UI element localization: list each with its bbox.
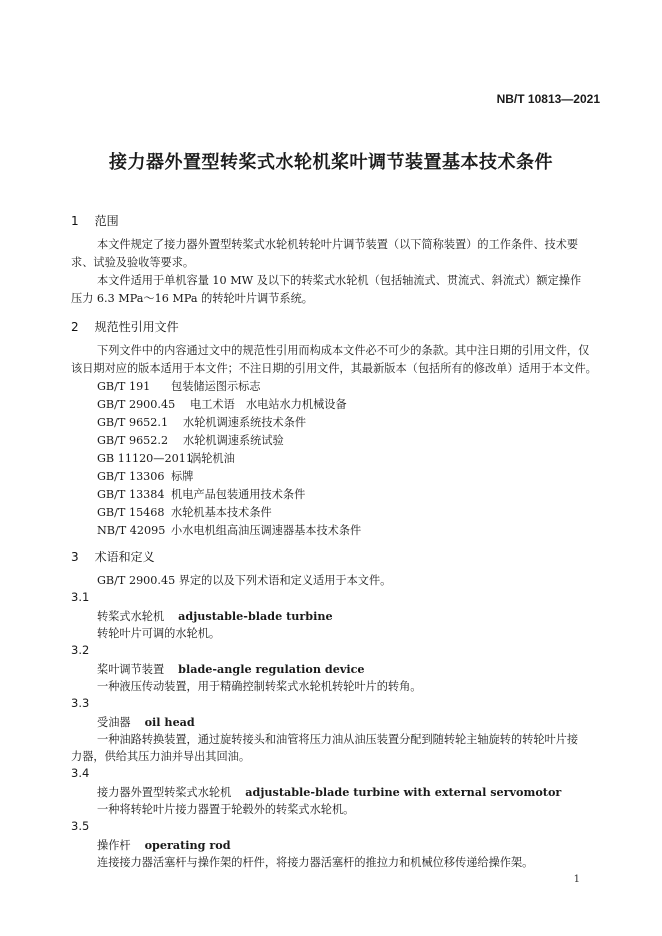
reference-name: 包装储运图示标志 [171, 380, 261, 393]
term-number: 3.4 [71, 766, 90, 780]
term-chinese: 操作杆 [97, 839, 131, 852]
term-definition-line-2: 力器，供给其压力油并导出其回油。 [71, 750, 251, 763]
reference-name: 涡轮机油 [190, 452, 235, 465]
reference-code: GB/T 9652.1 [97, 416, 169, 429]
term-definition: 转轮叶片可调的水轮机。 [97, 627, 221, 640]
section-number: 2 [71, 320, 79, 334]
reference-item [97, 504, 272, 520]
reference-code: GB/T 2900.45 [97, 398, 176, 411]
section-title: 术语和定义 [94, 550, 155, 564]
refs-intro-line-2: 该日期对应的版本适用于本文件；不注日期的引用文件，其最新版本（包括所有的修改单）适用于本文件。 [71, 362, 597, 375]
term-number: 3.3 [71, 696, 90, 710]
reference-name: 标牌 [171, 470, 194, 483]
reference-code: GB/T 13384 [97, 488, 165, 501]
reference-name: 水轮机调速系统技术条件 [183, 416, 307, 429]
reference-name: 小水电机组高油压调速器基本技术条件 [171, 524, 362, 537]
term-english: blade-angle regulation device [178, 662, 365, 676]
term-chinese: 转桨式水轮机 [97, 610, 165, 623]
document-title: 接力器外置型转桨式水轮机桨叶调节装置基本技术条件 [109, 152, 553, 173]
reference-name: 电工术语 水电站水力机械设备 [190, 398, 347, 411]
term-definition-line-1: 一种油路转换装置，通过旋转接头和油管将压力油从油压装置分配到随转轮主轴旋转的转轮叶片接 [97, 733, 579, 746]
scope-para-2-line-2: 压力 6.3 MPa～16 MPa 的转轮叶片调节系统。 [71, 292, 313, 305]
reference-item [97, 486, 305, 502]
reference-name: 水轮机基本技术条件 [171, 506, 272, 519]
term-definition: 一种液压传动装置，用于精确控制转桨式水轮机转轮叶片的转角。 [97, 680, 422, 693]
reference-item [97, 432, 284, 448]
reference-name: 水轮机调速系统试验 [183, 434, 284, 447]
terms-intro: GB/T 2900.45 界定的以及下列术语和定义适用于本文件。 [97, 574, 392, 587]
reference-code: GB 11120—2011 [97, 452, 193, 465]
standard-number: NB/T 10813—2021 [496, 92, 600, 106]
term-entry [97, 784, 561, 800]
reference-item [97, 414, 306, 430]
section-3-heading [71, 548, 155, 565]
reference-item [97, 378, 261, 394]
reference-name: 机电产品包装通用技术条件 [171, 488, 306, 501]
term-english: adjustable-blade turbine with external servomotor [245, 785, 562, 799]
term-chinese: 接力器外置型转桨式水轮机 [97, 786, 232, 799]
term-definition: 一种将转轮叶片接力器置于轮毂外的转桨式水轮机。 [97, 803, 355, 816]
scope-para-1-line-2: 求、试验及验收等要求。 [71, 256, 195, 269]
reference-item [97, 396, 347, 412]
term-english: adjustable-blade turbine [178, 609, 333, 623]
term-number: 3.5 [71, 819, 90, 833]
scope-para-2-line-1: 本文件适用于单机容量 10 MW 及以下的转桨式水轮机（包括轴流式、贯流式、斜流式）额定操作 [97, 274, 582, 287]
section-title: 范围 [94, 214, 119, 228]
term-chinese: 桨叶调节装置 [97, 663, 165, 676]
reference-item [97, 450, 235, 466]
section-title: 规范性引用文件 [94, 320, 179, 334]
term-number: 3.1 [71, 590, 90, 604]
term-entry [97, 837, 231, 853]
term-number: 3.2 [71, 643, 90, 657]
section-1-heading [71, 212, 119, 229]
reference-code: GB/T 13306 [97, 470, 165, 483]
scope-para-1-line-1: 本文件规定了接力器外置型转桨式水轮机转轮叶片调节装置（以下简称装置）的工作条件、技术要 [97, 238, 579, 251]
term-english: oil head [144, 715, 195, 729]
section-2-heading [71, 318, 179, 335]
page-number: 1 [573, 874, 580, 885]
section-number: 3 [71, 550, 79, 564]
reference-item [97, 468, 193, 484]
section-number: 1 [71, 214, 79, 228]
term-english: operating rod [144, 838, 231, 852]
reference-code: GB/T 9652.2 [97, 434, 169, 447]
reference-code: GB/T 191 [97, 380, 151, 393]
reference-code: NB/T 42095 [97, 524, 166, 537]
term-entry [97, 661, 365, 677]
term-definition: 连接接力器活塞杆与操作架的杆件，将接力器活塞杆的推拉力和机械位移传递给操作架。 [97, 856, 534, 869]
term-entry [97, 714, 195, 730]
refs-intro-line-1: 下列文件中的内容通过文中的规范性引用而构成本文件必不可少的条款。其中注日期的引用文件，仅 [97, 344, 590, 357]
reference-code: GB/T 15468 [97, 506, 165, 519]
term-chinese: 受油器 [97, 716, 131, 729]
term-entry [97, 608, 333, 624]
reference-item [97, 522, 361, 538]
